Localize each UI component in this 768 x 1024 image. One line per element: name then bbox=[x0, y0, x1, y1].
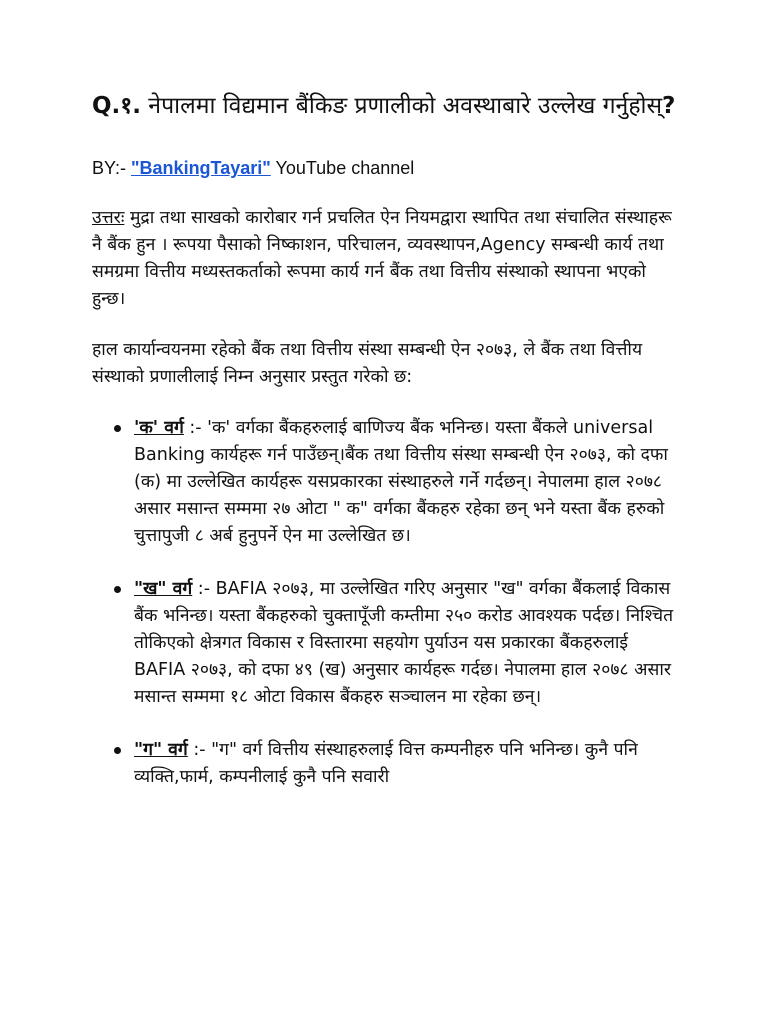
list-item bbox=[92, 415, 676, 550]
question-number: Q.१. bbox=[92, 93, 141, 119]
list-item bbox=[92, 737, 676, 791]
category-text: :- 'क' वर्गका बैंकहरुलाई बाणिज्य बैंक भनिन्छ। यस्ता बैंकले universal Banking कार्यहरू गर्न पाउँछन्।बैंक तथा वित्तीय संस्था सम्बन्धी ऐन २०७३, को दफा (क) मा उल्लेखित कार्यहरू यसप्रकारका संस्थाहरुले गर्ने गर्दछन्। नेपालमा हाल २०७८ असार मसान्त सम्ममा २७ ओटा " क" वर्गका बैंकहरु रहेका छन् भने यस्ता बैंक हरुको चुत्तापुजी ८ अर्ब हुनुपर्ने ऐन मा उल्लेखित छ। bbox=[134, 418, 668, 546]
question-mark: ? bbox=[662, 93, 676, 119]
category-list bbox=[92, 415, 676, 791]
answer-text: मुद्रा तथा साखको कारोबार गर्न प्रचलित ऐन नियमद्वारा स्थापित तथा संचालित संस्थाहरू नै बैंक हुन । रूपया पैसाको निष्काशन, परिचालन, व्यवस्थापन,Agency सम्बन्धी कार्य तथा समग्रमा वित्तीय मध्यस्तकर्ताको रूपमा कार्य गर्न बैंक तथा वित्तीय संस्थाको स्थापना भएको हुन्छ। bbox=[92, 208, 672, 309]
answer-label: उत्तरः bbox=[92, 208, 125, 228]
category-term: "ख" वर्ग bbox=[134, 579, 193, 599]
byline-label: BY:- bbox=[92, 158, 132, 178]
question-heading bbox=[92, 88, 676, 125]
intro-paragraph: हाल कार्यान्वयनमा रहेको बैंक तथा वित्तीय संस्था सम्बन्धी ऐन २०७३, ले बैंक तथा वित्तीय संस्थाको प्रणालीलाई निम्न अनुसार प्रस्तुत गरेको छ: bbox=[92, 340, 643, 387]
category-term: "ग" वर्ग bbox=[134, 740, 188, 760]
category-text: :- BAFIA २०७३, मा उल्लेखित गरिए अनुसार "ख" वर्गका बैंकलाई विकास बैंक भनिन्छ। यस्ता बैंकहरुको चुक्तापूँजी कम्तीमा २५० करोड आवश्यक पर्दछ। निश्चित तोकिएको क्षेत्रगत विकास र विस्तारमा सहयोग पुर्याउन यस प्रकारका बैंकहरुलाई BAFIA २०७३, को दफा ४९ (ख) अनुसार कार्यहरू गर्दछ। नेपालमा हाल २०७८ असार मसान्त सम्ममा १८ ओटा विकास बैंकहरु सञ्चालन मा रहेका छन्। bbox=[134, 579, 674, 707]
category-term: 'क' वर्ग bbox=[134, 418, 184, 438]
bullet-dot-icon bbox=[114, 586, 121, 593]
answer-paragraph bbox=[92, 205, 676, 313]
byline bbox=[92, 155, 676, 181]
byline-rest: YouTube channel bbox=[270, 158, 415, 178]
channel-link[interactable]: "BankingTayari" bbox=[131, 158, 271, 178]
category-text: :- "ग" वर्ग वित्तीय संस्थाहरुलाई वित्त कम्पनीहरु पनि भनिन्छ। कुनै पनि व्यक्ति,फार्म, कम्पनीलाई कुनै पनि सवारी bbox=[134, 740, 638, 787]
question-text: नेपालमा विद्यमान बैंकिङ प्रणालीको अवस्थाबारे उल्लेख गर्नुहोस् bbox=[141, 93, 663, 119]
bullet-dot-icon bbox=[114, 425, 121, 432]
list-item bbox=[92, 576, 676, 711]
bullet-dot-icon bbox=[114, 747, 121, 754]
